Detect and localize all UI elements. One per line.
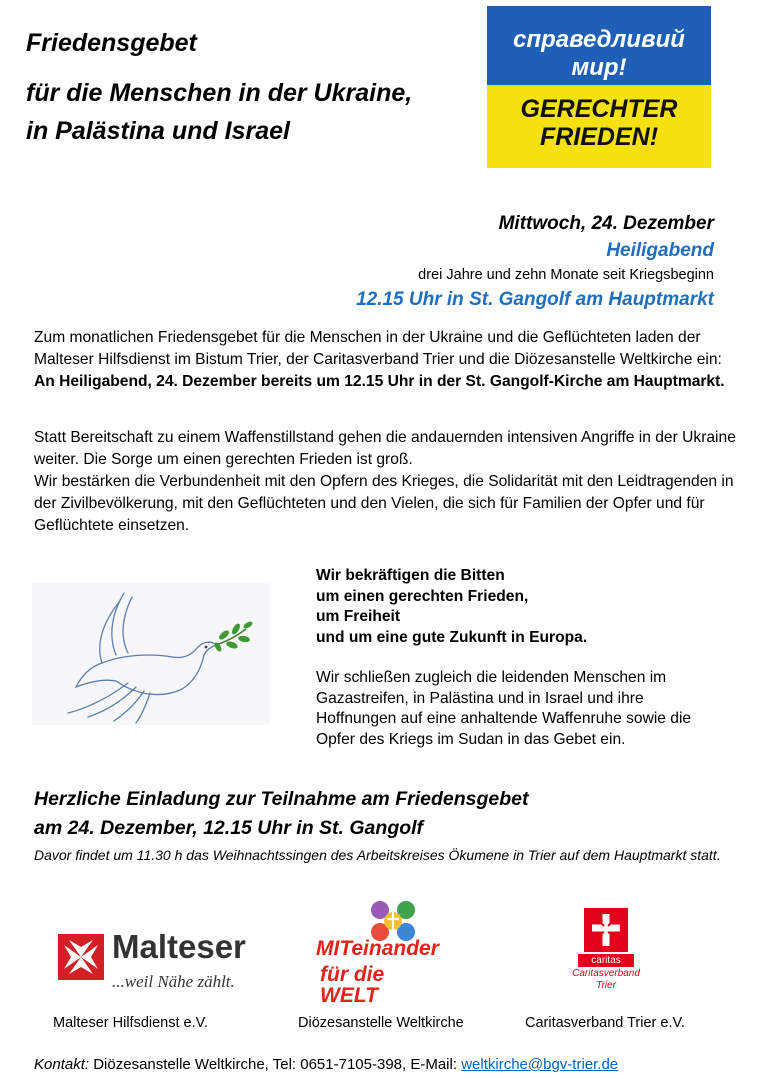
situation-paragraph: Statt Bereitschaft zu einem Waffenstillstand gehen die andauernden intensiven Angriffe in der Ukraine weiter. Die Sorge um einen gerechten Frieden ist groß. (34, 429, 736, 468)
caritas-logo (572, 908, 658, 1004)
weltkirche-wordmark-line-2: für die WELT (320, 963, 385, 1007)
solidarity-paragraph: Wir bestärken die Verbundenheit mit den Opfern des Krieges, die Solidarität mit den Leidtragenden in der Zivilbevölkerung, mit den Geflüchteten und den Vielen, die sich für Familien der Opfer und für Geflüchtete einsetzen. (34, 473, 734, 534)
intro-bold-text: An Heiligabend, 24. Dezember bereits um 12.15 Uhr in der St. Gangolf-Kirche am Hauptmarkt. (34, 373, 725, 390)
caritas-flame-cross-icon (584, 908, 628, 952)
prayer-paragraph: Wir schließen zugleich die leidenden Menschen im Gazastreifen, in Palästina und in Israel und ihre Hoffnungen auf eine anhaltende Waffenruhe sowie die Opfer des Kriegs im Sudan in das Gebet ein. (316, 669, 692, 748)
caritas-sub-1: Caritasverband (572, 968, 640, 979)
event-time-place: 12.15 Uhr in St. Gangolf am Hauptmarkt (356, 289, 714, 310)
caritas-label: caritas (578, 954, 634, 967)
peace-banner (487, 6, 711, 168)
dove-eye (205, 646, 208, 649)
prayer-line-3: um Freiheit (316, 608, 401, 625)
malteser-slogan: ...weil Nähe zählt. (112, 972, 235, 991)
prayer-line-2: um einen gerechten Frieden, (316, 587, 529, 605)
event-occasion: Heiligabend (606, 240, 714, 261)
prayer-bold-block (316, 566, 736, 648)
dove-icon (32, 583, 270, 725)
prayer-line-1: Wir bekräftigen die Bitten (316, 567, 505, 584)
contact-text: Diözesanstelle Weltkirche, Tel: 0651-7105-398, E-Mail: (89, 1056, 462, 1073)
weltkirche-wordmark-line-1: MITeinander (316, 937, 439, 960)
weltkirche-logo (312, 898, 442, 1007)
banner-ukrainian-line-2: мир! (571, 54, 627, 81)
event-since-war: drei Jahre und zehn Monate seit Kriegsbeginn (418, 267, 714, 283)
title-subline-2: in Palästina und Israel (26, 117, 290, 145)
malteser-wordmark: Malteser (112, 928, 246, 965)
prayer-line-4: und um eine gute Zukunft in Europa. (316, 628, 588, 646)
banner-german-line-1: GERECHTER (520, 95, 678, 123)
intro-paragraph (34, 327, 744, 393)
banner-german-line-2: FRIEDEN! (539, 123, 659, 151)
contact-line (34, 1056, 618, 1073)
malteser-logo (56, 928, 256, 998)
caritas-sub-2: Trier (596, 980, 616, 991)
invitation-note: Davor findet um 11.30 h das Weihnachtssingen des Arbeitskreises Ökumene in Trier auf dem Hauptmarkt statt. (34, 847, 721, 863)
caritas-caption: Caritasverband Trier e.V. (525, 1015, 685, 1031)
contact-label: Kontakt: (34, 1056, 90, 1073)
weltkirche-caption: Diözesanstelle Weltkirche (298, 1015, 464, 1031)
title-subline-1: für die Menschen in der Ukraine, (26, 79, 413, 107)
dove-illustration (32, 583, 270, 725)
event-date: Mittwoch, 24. Dezember (498, 213, 714, 234)
page-title: Friedensgebet (26, 29, 197, 57)
malteser-cross-icon (58, 934, 104, 980)
invitation-heading: Herzliche Einladung zur Teilnahme am Friedensgebet (34, 788, 529, 810)
intro-text: Zum monatlichen Friedensgebet für die Menschen in der Ukraine und die Geflüchteten laden der Malteser Hilfsdienst im Bistum Trier, der Caritasverband Trier und die Diözesanstelle Weltkirche ein: (34, 329, 722, 368)
banner-ukrainian-line-1: справедливий (513, 26, 685, 53)
contact-email-link[interactable]: weltkirche@bgv-trier.de (461, 1056, 619, 1073)
malteser-caption: Malteser Hilfsdienst e.V. (53, 1015, 209, 1031)
invitation-date: am 24. Dezember, 12.15 Uhr in St. Gangolf (34, 817, 424, 839)
